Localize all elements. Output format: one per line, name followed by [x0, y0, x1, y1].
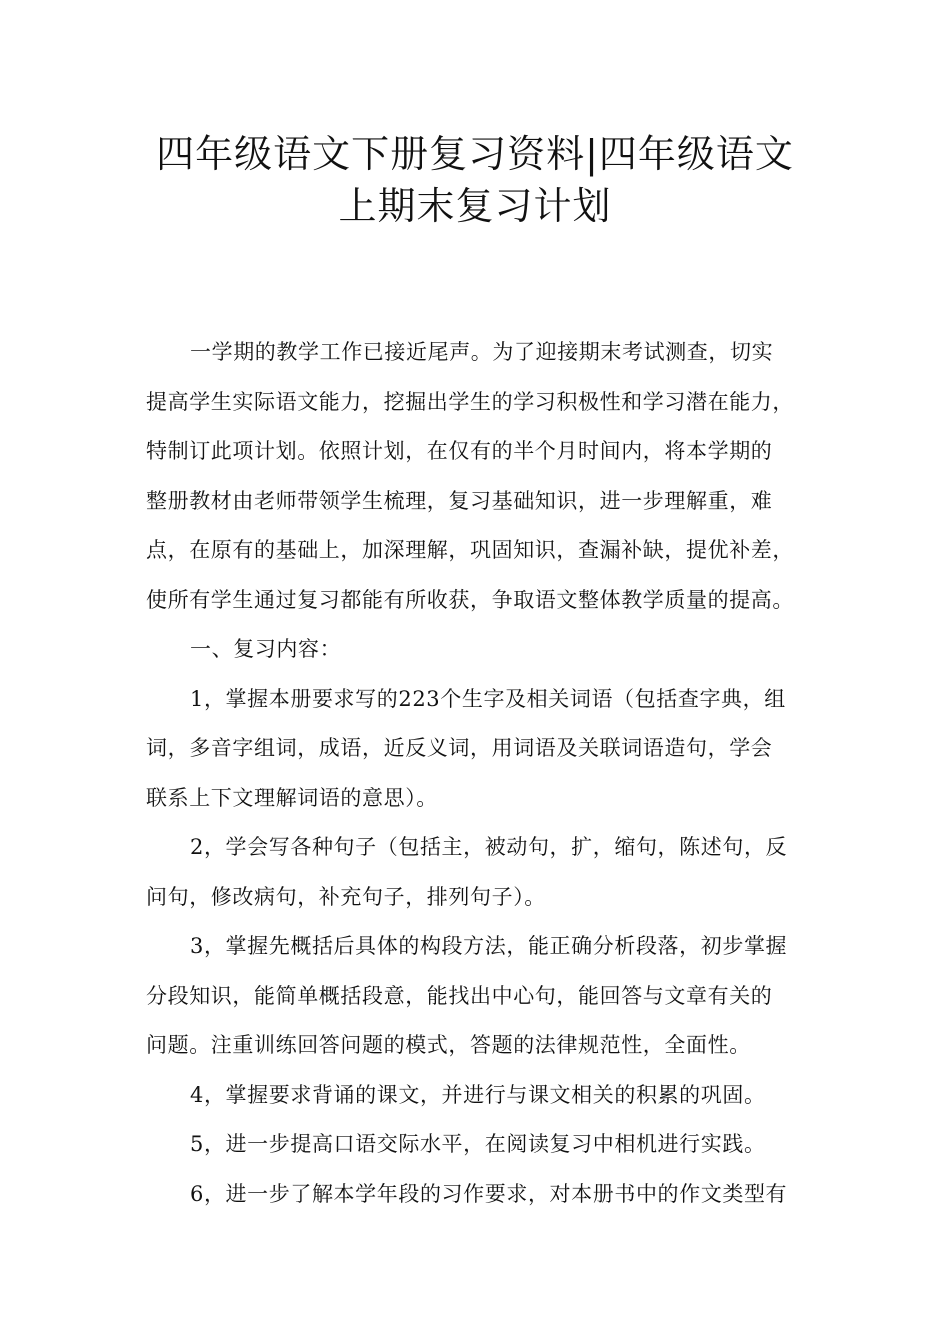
title-line-2: 上期末复习计划: [338, 184, 612, 228]
body-text-line: 问句，修改病句，补充句子，排列句子）。: [146, 884, 546, 909]
body-text-line: 分段知识，能简单概括段意，能找出中心句，能回答与文章有关的: [146, 983, 773, 1008]
body-text-line: 2，学会写各种句子（包括主，被动句，扩，缩句，陈述句，反: [190, 835, 788, 859]
body-text-line: 1，掌握本册要求写的223个生字及相关词语（包括查字典，组: [190, 686, 786, 711]
body-text-line: 一学期的教学工作已接近尾声。为了迎接期末考试测查，切实: [190, 340, 774, 364]
body-text-line: 特制订此项计划。依照计划，在仅有的半个月时间内，将本学期的: [146, 439, 773, 463]
body-text-line: 整册教材由老师带领学生梳理，复习基础知识，进一步理解重，难: [146, 488, 773, 513]
body-text-line: 4，掌握要求背诵的课文，并进行与课文相关的积累的巩固。: [190, 1082, 766, 1107]
body-text-line: 一、复习内容：: [190, 637, 342, 661]
body-text-line: 联系上下文理解词语的意思）。: [146, 785, 438, 810]
body-text-line: 使所有学生通过复习都能有所收获，争取语文整体教学质量的提高。: [146, 587, 794, 612]
body-text-line: 问题。注重训练回答问题的模式，答题的法律规范性，全面性。: [146, 1033, 751, 1057]
body-text-line: 词，多音字组词，成语，近反义词，用词语及关联词语造句，学会: [146, 736, 773, 760]
title-line-1: 四年级语文下册复习资料|四年级语文: [156, 132, 794, 176]
body-text-line: 5，进一步提高口语交际水平，在阅读复习中相机进行实践。: [190, 1132, 766, 1156]
document-body: [146, 328, 810, 1219]
body-text-line: 3，掌握先概括后具体的构段方法，能正确分析段落，初步掌握: [190, 934, 788, 958]
body-text-line: 提高学生实际语文能力，挖掘出学生的学习积极性和学习潜在能力，: [146, 389, 794, 414]
document-title: [100, 128, 850, 232]
body-text-line: 点，在原有的基础上，加深理解，巩固知识，查漏补缺，提优补差，: [146, 538, 794, 562]
body-text-line: 6，进一步了解本学年段的习作要求，对本册书中的作文类型有: [190, 1181, 788, 1206]
